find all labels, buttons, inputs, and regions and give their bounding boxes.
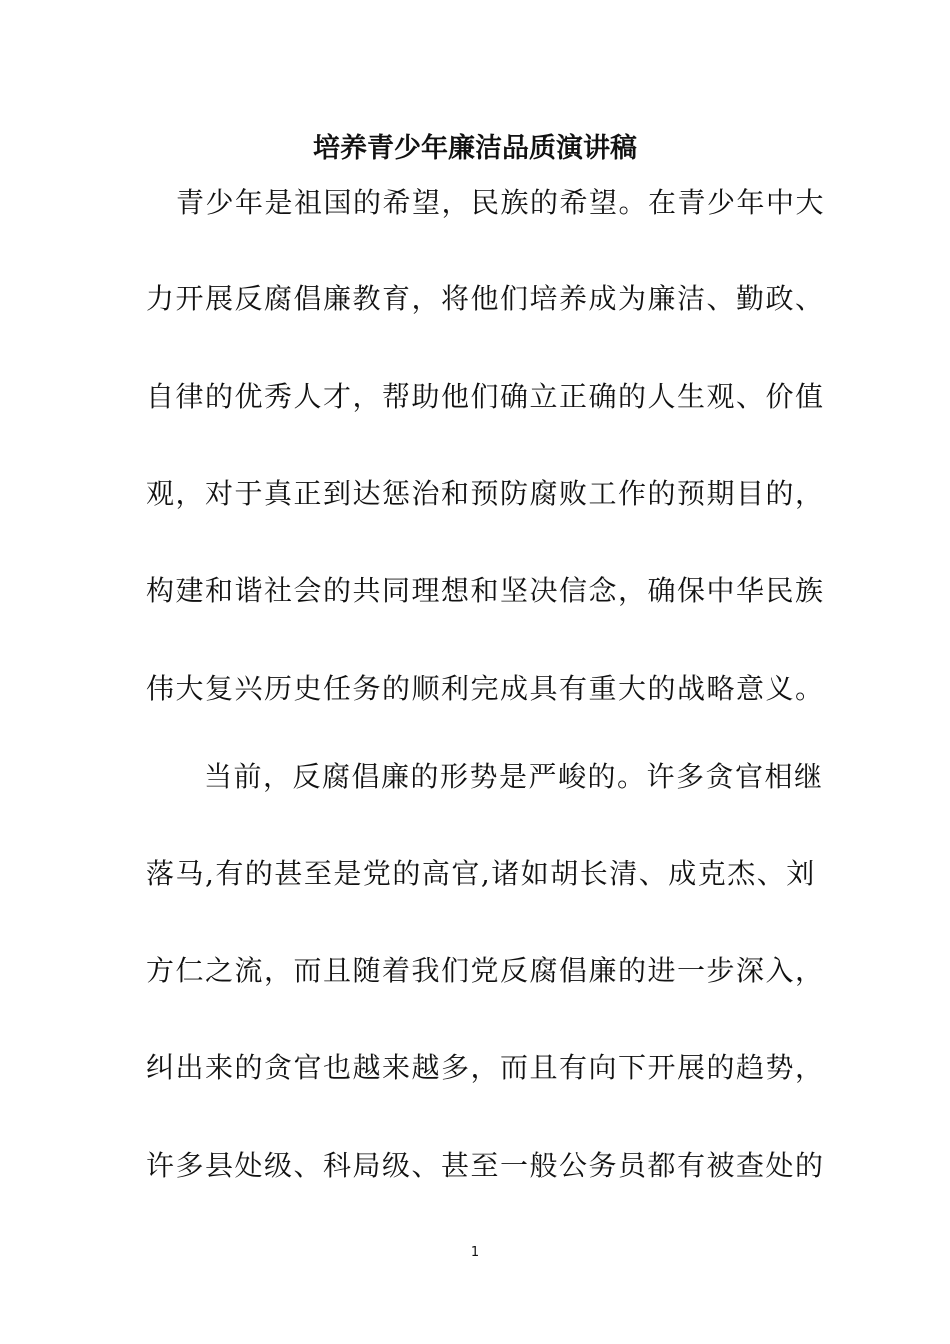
- paragraph-1-line-1: 青少年是祖国的希望，民族的希望。在青少年中大: [176, 186, 826, 219]
- paragraph-2-line-5: 许多县处级、科局级、甚至一般公务员都有被查处的: [146, 1149, 825, 1182]
- paragraph-1-line-6: 伟大复兴历史任务的顺利完成具有重大的战略意义。: [146, 672, 825, 705]
- page-number: 1: [470, 1245, 480, 1260]
- paragraph-2-line-3: 方仁之流，而且随着我们党反腐倡廉的进一步深入，: [146, 954, 825, 987]
- paragraph-1-line-3: 自律的优秀人才，帮助他们确立正确的人生观、价值: [146, 380, 825, 413]
- document-title: 培养青少年廉洁品质演讲稿: [313, 133, 637, 164]
- paragraph-2-line-4: 纠出来的贪官也越来越多，而且有向下开展的趋势，: [146, 1051, 825, 1084]
- paragraph-2-line-1: 当前，反腐倡廉的形势是严峻的。许多贪官相继: [204, 760, 824, 793]
- paragraph-1-line-2: 力开展反腐倡廉教育，将他们培养成为廉洁、勤政、: [146, 282, 825, 315]
- paragraph-1-line-5: 构建和谐社会的共同理想和坚决信念，确保中华民族: [146, 574, 825, 607]
- paragraph-2-line-2: 落马,有的甚至是党的高官,诸如胡长清、成克杰、刘: [146, 857, 816, 890]
- paragraph-1-line-4: 观，对于真正到达惩治和预防腐败工作的预期目的，: [146, 477, 825, 510]
